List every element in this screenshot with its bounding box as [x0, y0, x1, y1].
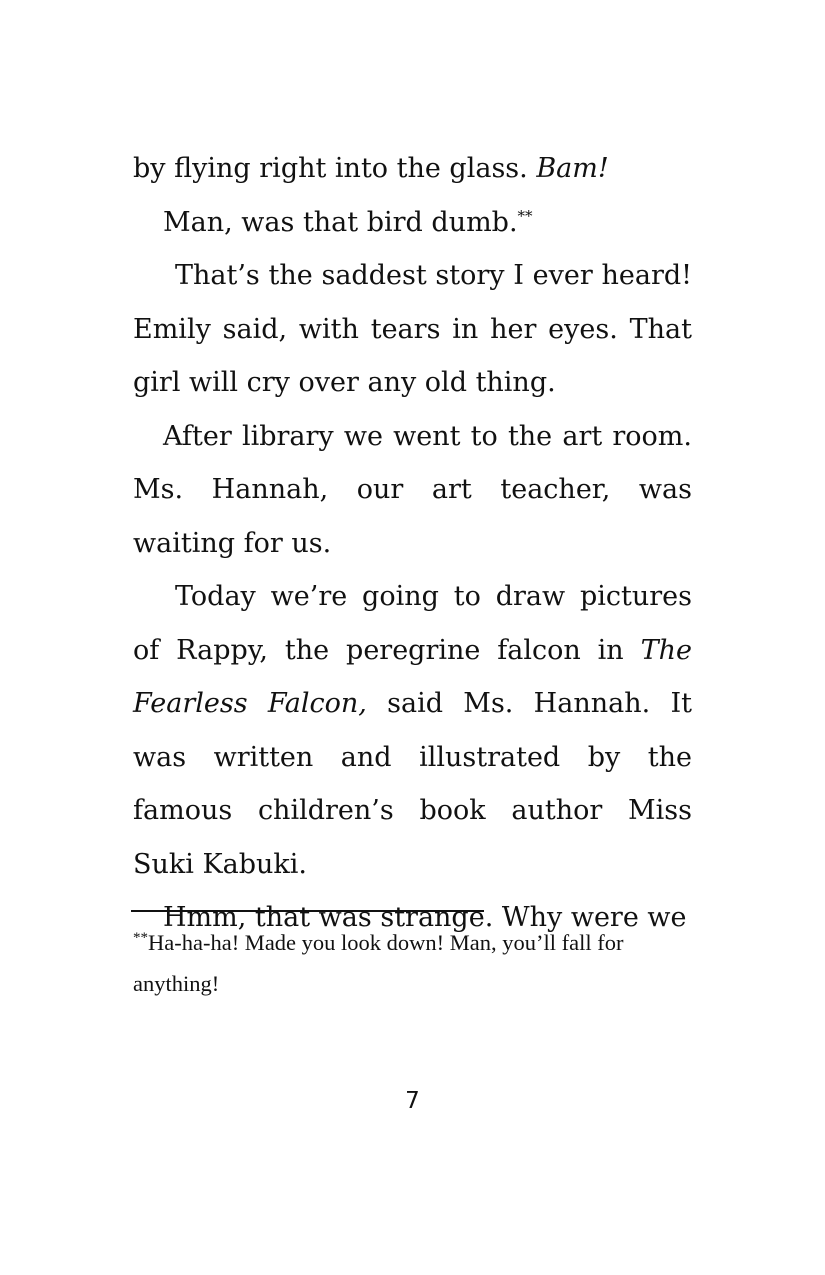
footnote-mark: ** — [133, 930, 148, 946]
paragraph-5 — [133, 570, 692, 891]
footnote-divider — [131, 910, 484, 912]
page-body — [133, 142, 692, 945]
footnote-reference-mark: ** — [517, 206, 533, 225]
paragraph-5-text-after: said Ms. Hannah. It was written and illustrated by the famous children’s book author Miss Suki Kabuki. — [133, 688, 692, 880]
paragraph-1-text: by flying right into the glass. — [133, 153, 528, 184]
paragraph-2-text: Man, was that bird dumb. — [163, 206, 518, 238]
paragraph-5-text-before: Today we’re going to draw pictures of Rappy, the peregrine falcon in — [133, 581, 692, 666]
paragraph-2 — [133, 196, 692, 250]
page-number: 7 — [405, 1088, 420, 1114]
footnote — [133, 922, 692, 1004]
footnote-text: Ha-ha-ha! Made you look down! Man, you’ll fall for anything! — [133, 930, 624, 996]
book-title: The Fearless Falcon, — [133, 634, 692, 719]
paragraph-1-emphasis: Bam! — [536, 153, 609, 184]
paragraph-4: After library we went to the art room. Ms. Hannah, our art teacher, was waiting for us. — [133, 420, 692, 559]
paragraph-1 — [133, 142, 692, 196]
paragraph-3: That’s the saddest story I ever heard! Emily said, with tears in her eyes. That girl will cry over any old thing. — [133, 260, 692, 398]
paragraph-6: Hmm, that was strange. Why were we — [163, 902, 687, 933]
